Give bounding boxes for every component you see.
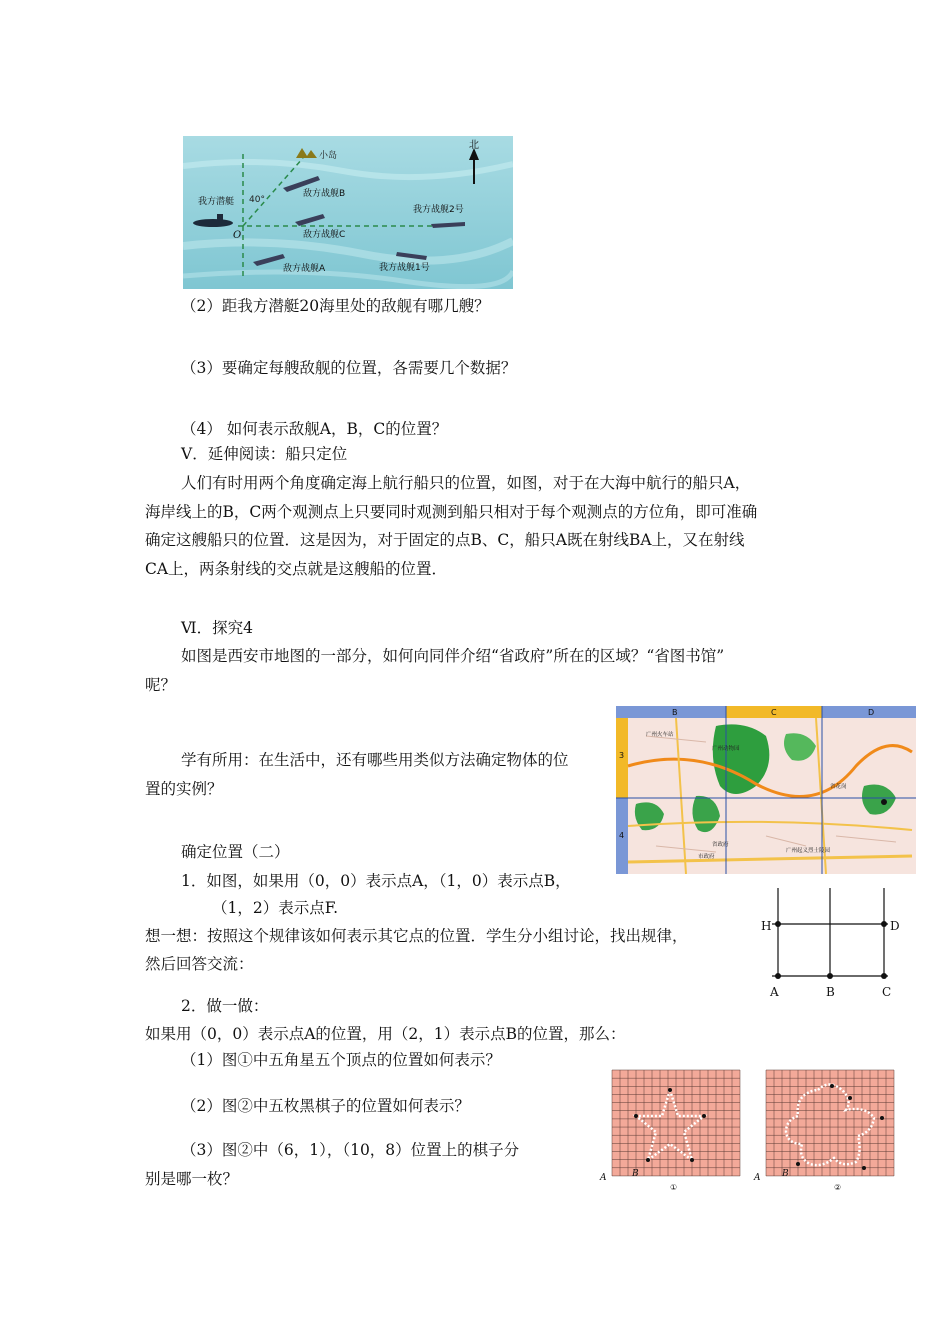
svg-text:①: ① xyxy=(670,1183,678,1192)
point-a xyxy=(775,973,781,979)
north-label: 北 xyxy=(469,140,479,151)
svg-text:C: C xyxy=(882,985,892,998)
do-question-2: （2）图②中五枚黑棋子的位置如何表示？ xyxy=(181,1097,470,1115)
svg-text:敌方战舰B: 敌方战舰B xyxy=(303,189,346,199)
svg-text:省花岗: 省花岗 xyxy=(830,784,847,790)
naval-position-figure xyxy=(183,136,513,289)
chess-piece xyxy=(862,1166,866,1170)
chess-piece xyxy=(880,1116,884,1120)
svg-text:A: A xyxy=(770,985,779,998)
star-vertex xyxy=(702,1114,706,1118)
svg-text:广州动物园: 广州动物园 xyxy=(712,746,740,752)
section-5-paragraph-line-1: 人们有时用两个角度确定海上航行船只的位置，如图，对于在大海中航行的船只A， xyxy=(181,474,751,492)
chess-grid-figure xyxy=(752,1068,898,1192)
svg-text:市政府: 市政府 xyxy=(698,854,715,860)
point-grid-figure xyxy=(758,888,908,998)
svg-text:敌方战舰A: 敌方战舰A xyxy=(283,264,326,274)
chess-piece xyxy=(848,1096,852,1100)
chess-piece xyxy=(796,1162,800,1166)
point-c xyxy=(881,973,887,979)
question-4: （4） 如何表示敌舰A，B，C的位置？ xyxy=(181,420,448,438)
question-3: （3）要确定每艘敌舰的位置，各需要几个数据？ xyxy=(181,359,517,377)
svg-text:3: 3 xyxy=(619,751,625,760)
do-question-1: （1）图①中五角星五个顶点的位置如何表示？ xyxy=(181,1051,501,1069)
star-vertex xyxy=(646,1158,650,1162)
section-6-heading: Ⅵ．探究4 xyxy=(181,619,253,637)
section-5-paragraph-line-4: CA上，两条射线的交点就是这艘船的位置． xyxy=(145,560,448,578)
point-b xyxy=(827,973,833,979)
think-line-2: 然后回答交流： xyxy=(145,955,254,973)
svg-text:广州火车站: 广州火车站 xyxy=(646,732,674,738)
svg-text:O: O xyxy=(233,230,242,241)
do-intro: 如果用（0，0）表示点A的位置，用（2，1）表示点B的位置，那么： xyxy=(145,1025,626,1043)
svg-text:B: B xyxy=(826,985,835,998)
svg-text:A: A xyxy=(754,1173,761,1183)
svg-text:小岛: 小岛 xyxy=(319,151,338,161)
section-6-paragraph-line-1: 如图是西安市地图的一部分，如何向同伴介绍“省政府”所在的区域？“省图书馆” xyxy=(181,647,725,665)
part-2-question-1-line-1: 1．如图，如果用（0，0）表示点A，（1，0）表示点B， xyxy=(181,872,571,890)
svg-text:B: B xyxy=(672,708,678,717)
svg-text:我方战舰1号: 我方战舰1号 xyxy=(379,263,430,273)
svg-text:我方潜艇: 我方潜艇 xyxy=(198,197,235,207)
svg-text:B: B xyxy=(782,1169,789,1179)
svg-text:广州起义烈士陵园: 广州起义烈士陵园 xyxy=(786,848,831,854)
part-2-heading: 确定位置（二） xyxy=(181,843,290,861)
point-h xyxy=(775,921,781,927)
svg-text:②: ② xyxy=(834,1183,842,1192)
point-d xyxy=(881,921,887,927)
svg-text:我方战舰2号: 我方战舰2号 xyxy=(413,205,464,215)
svg-text:D: D xyxy=(868,708,875,717)
section-5-paragraph-line-3: 确定这艘船只的位置．这是因为，对于固定的点B、C，船只A既在射线BA上，又在射线 xyxy=(145,531,745,549)
think-line-1: 想一想：按照这个规律该如何表示其它点的位置．学生分小组讨论，找出规律， xyxy=(145,927,688,945)
section-5-paragraph-line-2: 海岸线上的B，C两个观测点上只要同时观测到船只相对于每个观测点的方位角，即可准确 xyxy=(145,503,758,521)
section-6-paragraph-line-2: 呢？ xyxy=(145,676,177,694)
question-2: （2）距我方潜艇20海里处的敌舰有哪几艘？ xyxy=(181,297,490,315)
star-vertex xyxy=(634,1114,638,1118)
apply-question-line-1: 学有所用：在生活中，还有哪些用类似方法确定物体的位 xyxy=(181,751,569,769)
svg-text:敌方战舰C: 敌方战舰C xyxy=(303,230,346,240)
star-vertex xyxy=(668,1088,672,1092)
star-vertex xyxy=(690,1158,694,1162)
star-grid-figure xyxy=(598,1068,744,1192)
svg-text:40°: 40° xyxy=(249,195,265,205)
svg-text:省政府: 省政府 xyxy=(712,842,729,848)
submarine-icon xyxy=(193,219,233,227)
do-heading: 2．做一做： xyxy=(181,997,269,1015)
apply-question-line-2: 置的实例？ xyxy=(145,780,223,798)
svg-text:4: 4 xyxy=(619,831,625,840)
map-marker-icon xyxy=(881,799,887,805)
do-question-3-line-2: 别是哪一枚？ xyxy=(145,1170,239,1188)
chess-piece xyxy=(830,1084,834,1088)
svg-text:A: A xyxy=(600,1173,607,1183)
svg-text:C: C xyxy=(771,708,777,717)
svg-text:D: D xyxy=(890,919,900,933)
section-5-heading: Ⅴ．延伸阅读：船只定位 xyxy=(181,445,348,463)
svg-text:B: B xyxy=(632,1169,639,1179)
city-map-figure xyxy=(616,706,916,874)
do-question-3-line-1: （3）图②中（6，1），（10，8）位置上的棋子分 xyxy=(181,1141,520,1159)
part-2-question-1-line-2: （1，2）表示点F. xyxy=(212,899,338,917)
svg-text:H: H xyxy=(761,919,772,933)
